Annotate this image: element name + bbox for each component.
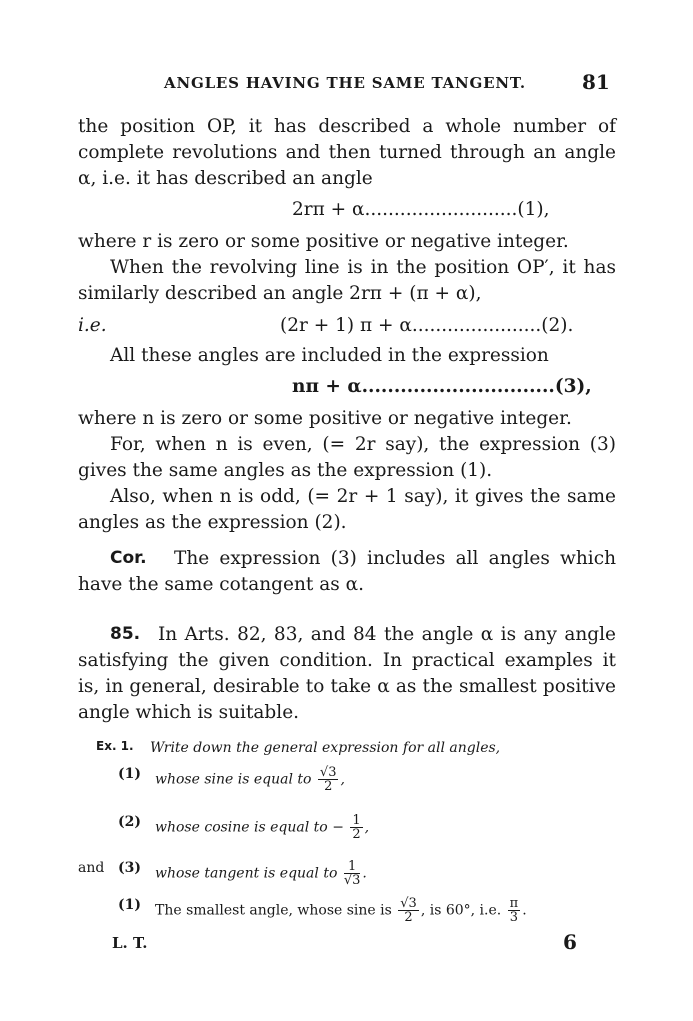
example-label: Ex. 1. xyxy=(96,739,134,753)
text-line: is, in general, desirable to take α as the smallest positive xyxy=(78,676,616,697)
text-line: Also, when n is odd, (= 2r + 1 say), it gives the same xyxy=(110,486,616,507)
text-line: similarly described an angle 2rπ + (π + α), xyxy=(78,283,482,304)
text-line: angles as the expression (2). xyxy=(78,512,347,533)
fraction: $\frac{1}{2}$ xyxy=(352,813,361,842)
text-line: complete revolutions and then turned through an angle xyxy=(78,142,616,163)
item-3: whose tangent is equal to $\frac{1}{√3}$ . xyxy=(155,859,367,888)
equation-2: (2r + 1) π + α......................(2). xyxy=(280,315,574,336)
item-number: (3) xyxy=(118,860,141,876)
fraction: $\frac{1}{√3}$ xyxy=(343,859,361,888)
running-header: ANGLES HAVING THE SAME TANGENT. xyxy=(164,74,526,92)
item-number: (1) xyxy=(118,766,141,782)
text-line: the position OP, it has described a whole number of xyxy=(78,116,616,137)
ie-label: i.e. xyxy=(78,315,107,336)
solution-line: The smallest angle, whose sine is $\frac{√3}{2}$ , is 60°, i.e. $\frac{\pi}{3}$ . xyxy=(155,896,527,925)
page-number: 81 xyxy=(582,70,610,94)
item-1: whose sine is equal to $\frac{√3}{2}$ , xyxy=(155,765,345,794)
text-line: The expression (3) includes all angles which xyxy=(174,548,616,569)
text-line: where r is zero or some positive or negative integer. xyxy=(78,231,569,252)
text-line: where n is zero or some positive or negative integer. xyxy=(78,408,572,429)
signature-mark: L. T. xyxy=(112,934,148,952)
corollary-label: Cor. xyxy=(110,548,147,568)
text-line: In Arts. 82, 83, and 84 the angle α is any angle xyxy=(158,624,616,645)
equation-1: 2rπ + α..........................(1), xyxy=(292,199,550,220)
text-line: For, when n is even, (= 2r say), the expression (3) xyxy=(110,434,616,455)
equation-3: nπ + α..............................(3), xyxy=(292,376,592,397)
and-word: and xyxy=(78,860,105,876)
text-line: have the same cotangent as α. xyxy=(78,574,364,595)
fraction: $\frac{\pi}{3}$ xyxy=(509,896,519,925)
fraction: $\frac{√3}{2}$ xyxy=(319,765,337,794)
text-line: All these angles are included in the expression xyxy=(110,345,549,366)
text-line: gives the same angles as the expression (1). xyxy=(78,460,493,481)
item-number: (2) xyxy=(118,814,141,830)
example-intro: Write down the general expression for all angles, xyxy=(150,740,501,756)
text-line: satisfying the given condition. In practical examples it xyxy=(78,650,616,671)
text-line: When the revolving line is in the position OP′, it has xyxy=(110,257,616,278)
signature-number: 6 xyxy=(563,930,577,954)
fraction: $\frac{√3}{2}$ xyxy=(400,896,417,925)
item-number: (1) xyxy=(118,897,141,913)
text-line: angle which is suitable. xyxy=(78,702,300,723)
article-number: 85. xyxy=(110,624,141,644)
item-2: whose cosine is equal to − $\frac{1}{2}$ , xyxy=(155,813,370,842)
text-line: α, i.e. it has described an angle xyxy=(78,168,373,189)
